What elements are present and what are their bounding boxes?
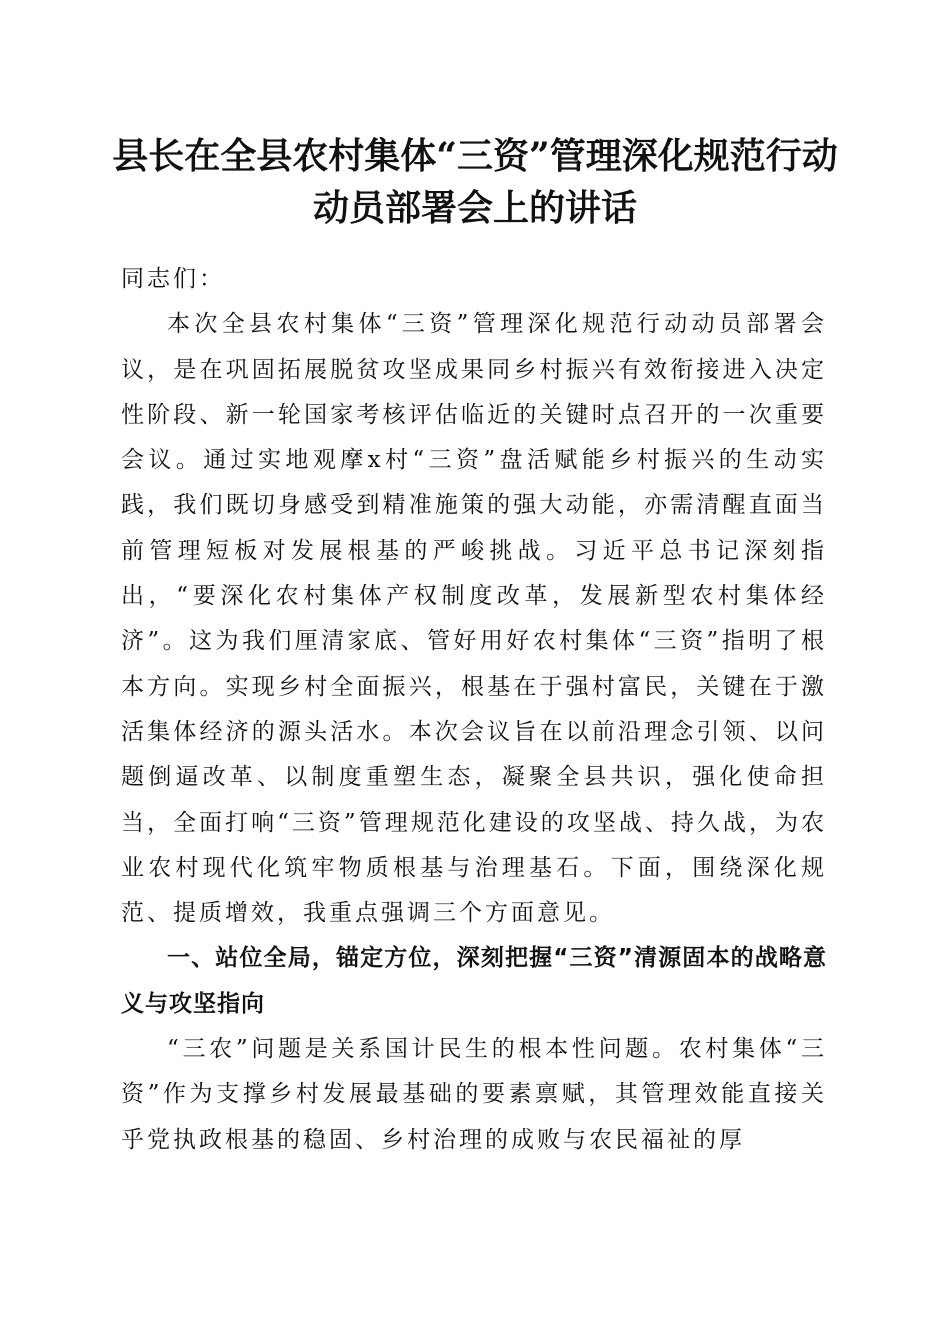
- intro-paragraph: 本次全县农村集体“三资”管理深化规范行动动员部署会议，是在巩固拓展脱贫攻坚成果同乡村振兴有效衔接进入决定性阶段、新一轮国家考核评估临近的关键时点召开的一次重要会议。通过实地观摩x村“三资”盘活赋能乡村振兴的生动实践，我们既切身感受到精准施策的强大动能，亦需清醒直面当前管理短板对发展根基的严峻挑战。习近平总书记深刻指出，“要深化农村集体产权制度改革，发展新型农村集体经济”。这为我们厘清家底、管好用好农村集体“三资”指明了根本方向。实现乡村全面振兴，根基在于强村富民，关键在于激活集体经济的源头活水。本次会议旨在以前沿理念引领、以问题倒逼改革、以制度重塑生态，凝聚全县共识，强化使命担当，全面打响“三资”管理规范化建设的攻坚战、持久战，为农业农村现代化筑牢物质根基与治理基石。下面，围绕深化规范、提质增效，我重点强调三个方面意见。: [121, 311, 827, 927]
- section-paragraph: “三农”问题是关系国计民生的根本性问题。农村集体“三资”作为支撑乡村发展最基础的要素禀赋，其管理效能直接关乎党执政根基的稳固、乡村治理的成败与农民福祉的厚: [121, 1036, 827, 1153]
- salutation: 同志们：: [121, 266, 225, 292]
- document-title: 县长在全县农村集体“三资”管理深化规范行动动员部署会上的讲话: [112, 135, 838, 229]
- document-body: [121, 257, 827, 1163]
- section-heading: 一、站位全局，锚定方位，深刻把握“三资”清源固本的战略意义与攻坚指向: [121, 945, 827, 1017]
